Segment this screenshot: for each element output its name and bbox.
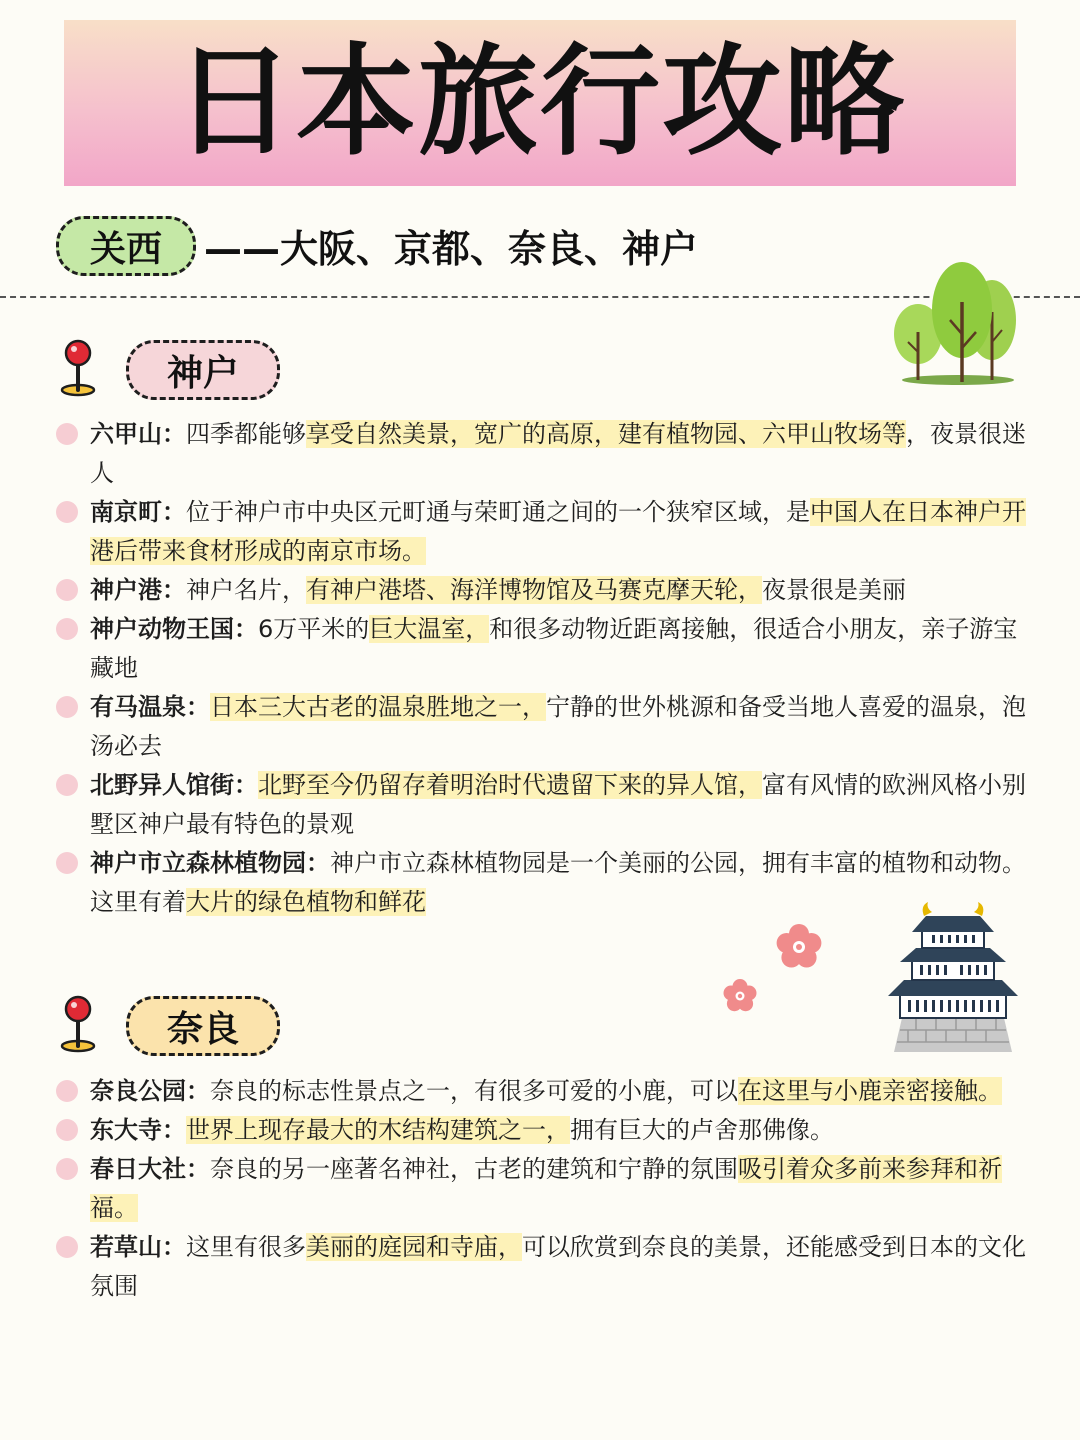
highlighted-text: 享受自然美景，宽广的高原，建有植物园、六甲山牧场等 [306, 420, 906, 448]
highlighted-text: 吸引着众多前来参拜和祈福。 [90, 1155, 1002, 1222]
description-text: 奈良的标志性景点之一，有很多可爱的小鹿，可以 [210, 1077, 738, 1105]
description-text: 奈良的另一座著名神社，古老的建筑和宁静的氛围 [210, 1155, 738, 1183]
attraction-name: 若草山： [90, 1233, 186, 1261]
description-text: 神户市立森林植物园是一个美丽的公园，拥有丰富的植物和动物。这里有着 [90, 849, 1026, 916]
description-text: ，夜景很迷人 [90, 420, 1026, 487]
attraction-name: 神户动物王国： [90, 615, 258, 643]
map-pin-icon [60, 994, 100, 1054]
description-text: 这里有很多 [186, 1233, 306, 1261]
attraction-name: 南京町： [90, 498, 186, 526]
highlighted-text: 日本三大古老的温泉胜地之一， [210, 693, 546, 721]
cherry-blossom-icon [720, 976, 760, 1016]
bullet-dot [56, 696, 78, 718]
attraction-name: 神户市立森林植物园： [90, 849, 330, 877]
kobe-attraction-list [54, 415, 1034, 922]
description-text: 位于神户市中央区元町通与荣町通之间的一个狭窄区域，是 [186, 498, 810, 526]
bullet-dot [56, 1119, 78, 1141]
bullet-dot [56, 501, 78, 523]
highlighted-text: 中国人在日本神户开港后带来食材形成的南京市场。 [90, 498, 1026, 565]
bullet-dot [56, 579, 78, 601]
list-item [54, 571, 1034, 610]
bullet-dot [56, 423, 78, 445]
list-item [54, 688, 1034, 766]
description-text: 和很多动物近距离接触，很适合小朋友，亲子游宝藏地 [90, 615, 1018, 682]
highlighted-text: 巨大温室， [369, 615, 490, 643]
description-text: 6万平米的 [258, 615, 370, 643]
highlighted-text: 在这里与小鹿亲密接触。 [738, 1077, 1002, 1105]
section-title-kobe: 神户 [126, 340, 280, 400]
list-item [54, 415, 1034, 493]
highlighted-text: 北野至今仍留存着明治时代遗留下来的异人馆， [258, 771, 762, 799]
description-text: 可以欣赏到奈良的美景，还能感受到日本的文化氛围 [90, 1233, 1026, 1300]
attraction-name: 春日大社： [90, 1155, 210, 1183]
description-text: 夜景很是美丽 [762, 576, 906, 604]
list-item [54, 766, 1034, 844]
cherry-blossom-icon [772, 920, 826, 974]
region-subtitle: ——大阪、京都、奈良、神户 [204, 226, 699, 271]
bullet-dot [56, 1080, 78, 1102]
highlighted-text: 世界上现存最大的木结构建筑之一， [186, 1116, 570, 1144]
trees-illustration [888, 262, 1020, 390]
highlighted-text: 有神户港塔、海洋博物馆及马赛克摩天轮， [306, 576, 762, 604]
nara-attraction-list [54, 1072, 1034, 1306]
attraction-name: 六甲山： [90, 420, 186, 448]
list-item [54, 1228, 1034, 1306]
bullet-dot [56, 618, 78, 640]
description-text: 宁静的世外桃源和备受当地人喜爱的温泉，泡汤必去 [90, 693, 1026, 760]
bullet-dot [56, 852, 78, 874]
attraction-name: 有马温泉： [90, 693, 210, 721]
highlighted-text: 大片的绿色植物和鲜花 [186, 888, 426, 916]
attraction-name: 奈良公园： [90, 1077, 210, 1105]
attraction-name: 神户港： [90, 576, 186, 604]
list-item [54, 493, 1034, 571]
description-text: 拥有巨大的卢舍那佛像。 [570, 1116, 834, 1144]
castle-illustration [886, 896, 1020, 1052]
bullet-dot [56, 1158, 78, 1180]
description-text: 四季都能够 [186, 420, 306, 448]
list-item [54, 1150, 1034, 1228]
list-item [54, 610, 1034, 688]
bullet-dot [56, 1236, 78, 1258]
attraction-name: 北野异人馆街： [90, 771, 258, 799]
bullet-dot [56, 774, 78, 796]
attraction-name: 东大寺： [90, 1116, 186, 1144]
section-title-nara: 奈良 [126, 996, 280, 1056]
list-item [54, 1111, 1034, 1150]
title-banner [64, 20, 1016, 186]
list-item [54, 1072, 1034, 1111]
page-title: 日本旅行攻略 [174, 33, 906, 172]
highlighted-text: 美丽的庭园和寺庙， [306, 1233, 522, 1261]
region-badge: 关西 [56, 216, 196, 276]
map-pin-icon [60, 338, 100, 398]
description-text: 富有风情的欧洲风格小别墅区神户最有特色的景观 [90, 771, 1026, 838]
description-text: 神户名片， [186, 576, 306, 604]
